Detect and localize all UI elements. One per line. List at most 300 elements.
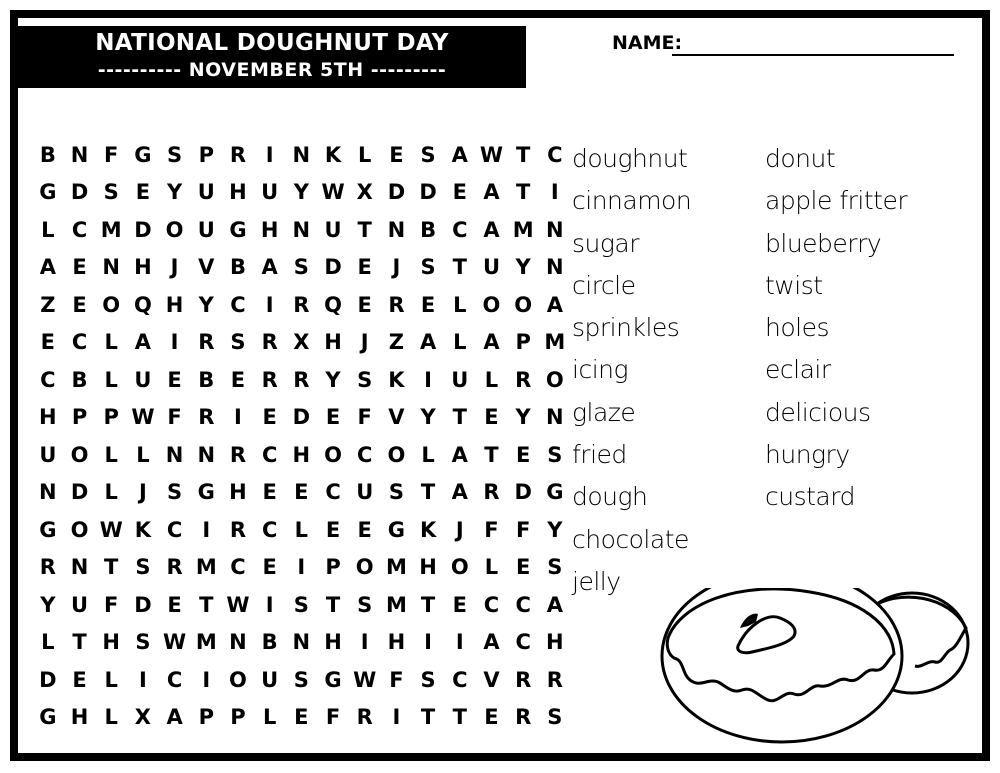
grid-letter: R (483, 480, 500, 505)
grid-letter: F (357, 405, 372, 430)
grid-letter: A (39, 255, 56, 280)
grid-letter: A (261, 255, 278, 280)
grid-letter: S (420, 255, 436, 280)
grid-letter: E (262, 480, 277, 505)
grid-letter: T (515, 180, 531, 205)
page-title: NATIONAL DOUGHNUT DAY (95, 30, 449, 56)
grid-letter: O (482, 292, 501, 317)
grid-row (32, 249, 571, 287)
grid-letter: F (104, 592, 119, 617)
grid-letter: R (229, 142, 247, 167)
grid-letter: L (294, 517, 309, 542)
grid-letter: L (484, 367, 499, 392)
grid-letter: E (357, 517, 372, 542)
grid-letter: Q (133, 292, 152, 317)
grid-letter: I (455, 630, 464, 655)
grid-letter: W (99, 517, 123, 542)
grid-letter: S (420, 142, 436, 167)
grid-letter: P (325, 555, 341, 580)
grid-letter: N (546, 405, 564, 430)
grid-letter: G (39, 180, 57, 205)
grid-letter: E (357, 255, 372, 280)
grid-letter: I (234, 405, 242, 430)
grid-letter: T (484, 442, 499, 467)
grid-letter: K (324, 142, 342, 167)
word-list-item: hungry (765, 440, 850, 470)
grid-letter: C (230, 292, 246, 317)
grid-letter: S (547, 442, 563, 467)
grid-letter: I (392, 705, 401, 730)
grid-letter: N (165, 442, 184, 467)
grid-letter: C (547, 142, 563, 167)
grid-letter: R (39, 555, 56, 580)
grid-letter: U (482, 255, 500, 280)
grid-letter: C (71, 330, 88, 355)
grid-letter: E (40, 330, 56, 355)
grid-letter: F (484, 517, 499, 542)
grid-row (32, 699, 571, 737)
grid-letter: M (195, 630, 217, 655)
grid-letter: E (389, 142, 404, 167)
grid-letter: D (419, 180, 437, 205)
grid-letter: A (483, 180, 500, 205)
grid-row (32, 211, 571, 249)
grid-letter: L (358, 142, 372, 167)
grid-letter: U (197, 217, 215, 242)
grid-row (32, 549, 571, 587)
grid-letter: U (324, 217, 342, 242)
grid-letter: L (453, 292, 467, 317)
grid-letter: C (166, 517, 183, 542)
word-list-item: glaze (572, 397, 636, 427)
grid-letter: H (102, 630, 120, 655)
grid-letter: R (166, 555, 183, 580)
grid-letter: N (387, 217, 406, 242)
grid-letter: W (479, 142, 504, 167)
grid-letter: H (165, 292, 184, 317)
grid-letter: D (324, 255, 342, 280)
grid-letter: F (325, 705, 341, 730)
grid-letter: N (70, 142, 89, 167)
grid-letter: H (260, 217, 279, 242)
grid-letter: D (39, 667, 57, 692)
grid-letter: M (195, 555, 217, 580)
grid-letter: H (39, 405, 57, 430)
grid-letter: S (420, 667, 436, 692)
grid-letter: T (72, 630, 87, 655)
grid-letter: T (515, 142, 531, 167)
grid-letter: E (294, 705, 309, 730)
grid-letter: G (197, 480, 215, 505)
grid-letter: F (389, 667, 404, 692)
grid-letter: E (230, 367, 246, 392)
grid-letter: E (357, 292, 372, 317)
word-list-item: holes (765, 313, 829, 343)
grid-letter: I (202, 517, 211, 542)
grid-letter: M (385, 555, 407, 580)
grid-letter: U (197, 180, 215, 205)
word-list-item: jelly (572, 566, 621, 596)
grid-letter: U (134, 367, 152, 392)
grid-letter: Z (40, 292, 56, 317)
grid-row (32, 399, 571, 437)
grid-letter: B (71, 367, 88, 392)
grid-letter: S (135, 630, 151, 655)
grid-letter: C (40, 367, 56, 392)
grid-letter: I (265, 292, 274, 317)
grid-letter: A (451, 480, 468, 505)
grid-letter: R (388, 292, 405, 317)
grid-letter: H (419, 555, 437, 580)
grid-letter: B (229, 255, 246, 280)
grid-letter: N (292, 217, 311, 242)
word-list-item: cinnamon (572, 186, 692, 216)
grid-letter: H (229, 480, 247, 505)
grid-letter: A (419, 330, 437, 355)
grid-letter: O (70, 442, 89, 467)
word-list-column-2 (765, 138, 907, 519)
grid-letter: T (199, 592, 214, 617)
grid-letter: N (546, 217, 564, 242)
grid-letter: D (70, 480, 89, 505)
grid-letter: O (355, 555, 374, 580)
grid-letter: I (265, 592, 274, 617)
grid-letter: T (357, 217, 372, 242)
grid-letter: E (515, 442, 531, 467)
grid-letter: R (229, 517, 247, 542)
grid-letter: S (135, 555, 151, 580)
grid-letter: I (297, 555, 306, 580)
grid-letter: V (198, 255, 215, 280)
grid-letter: T (104, 555, 119, 580)
grid-letter: O (514, 292, 533, 317)
grid-letter: Y (40, 592, 56, 617)
grid-letter: S (103, 180, 119, 205)
grid-letter: V (388, 405, 405, 430)
grid-letter: A (546, 292, 563, 317)
grid-letter: S (388, 480, 404, 505)
grid-row (32, 474, 571, 512)
grid-letter: R (261, 367, 278, 392)
grid-letter: U (261, 667, 279, 692)
name-field[interactable] (612, 30, 957, 58)
grid-letter: M (512, 217, 534, 242)
grid-letter: G (229, 217, 247, 242)
grid-letter: R (229, 442, 247, 467)
grid-row (32, 661, 571, 699)
grid-letter: I (424, 630, 432, 655)
grid-letter: X (134, 705, 151, 730)
grid-letter: D (134, 592, 152, 617)
grid-letter: H (324, 330, 342, 355)
grid-letter: L (421, 442, 435, 467)
grid-letter: R (198, 330, 215, 355)
grid-letter: E (72, 667, 87, 692)
grid-letter: L (41, 217, 55, 242)
grid-letter: E (72, 255, 87, 280)
grid-letter: R (293, 367, 310, 392)
grid-letter: U (261, 180, 279, 205)
grid-letter: G (546, 480, 564, 505)
grid-letter: L (453, 330, 467, 355)
grid-letter: T (420, 480, 436, 505)
grid-letter: I (424, 367, 432, 392)
grid-letter: J (138, 480, 147, 505)
grid-letter: P (198, 705, 214, 730)
grid-letter: H (387, 630, 406, 655)
grid-letter: R (198, 405, 215, 430)
grid-letter: E (262, 555, 277, 580)
grid-letter: A (451, 442, 468, 467)
word-list-item: fried (572, 440, 627, 470)
grid-letter: B (261, 630, 278, 655)
grid-letter: H (70, 705, 89, 730)
word-search-grid (32, 136, 571, 736)
word-list-item: chocolate (572, 524, 689, 554)
grid-letter: S (167, 142, 183, 167)
grid-letter: N (39, 480, 57, 505)
grid-row (32, 361, 571, 399)
grid-letter: D (292, 405, 311, 430)
grid-letter: H (229, 180, 247, 205)
word-list-item: sprinkles (572, 313, 680, 343)
grid-letter: Y (293, 180, 309, 205)
grid-letter: S (293, 592, 309, 617)
grid-letter: W (131, 405, 155, 430)
grid-letter: N (197, 442, 216, 467)
word-list-item: blueberry (765, 228, 882, 258)
grid-letter: L (104, 705, 118, 730)
grid-letter: N (229, 630, 247, 655)
grid-letter: C (515, 592, 531, 617)
grid-letter: E (72, 292, 87, 317)
grid-letter: X (356, 180, 373, 205)
grid-row (32, 436, 571, 474)
grid-letter: Y (420, 405, 436, 430)
word-list-item: eclair (765, 355, 831, 385)
grid-letter: Y (166, 180, 183, 205)
grid-letter: F (104, 142, 119, 167)
grid-letter: E (325, 517, 341, 542)
grid-letter: R (261, 330, 278, 355)
grid-letter: O (324, 442, 342, 467)
donut-icon (660, 588, 972, 748)
grid-letter: C (71, 217, 88, 242)
grid-letter: F (515, 517, 531, 542)
grid-letter: S (547, 705, 563, 730)
word-list-item: custard (765, 482, 855, 512)
grid-letter: R (515, 667, 532, 692)
grid-letter: E (262, 405, 277, 430)
grid-letter: L (262, 705, 277, 730)
grid-letter: Y (515, 405, 531, 430)
grid-letter: S (547, 555, 563, 580)
grid-row (32, 586, 571, 624)
grid-letter: X (293, 330, 310, 355)
grid-letter: H (134, 255, 152, 280)
grid-letter: W (321, 180, 345, 205)
grid-letter: U (71, 592, 89, 617)
grid-letter: E (294, 480, 309, 505)
grid-letter: T (420, 705, 436, 730)
grid-row (32, 511, 571, 549)
grid-letter: L (104, 667, 118, 692)
grid-letter: I (138, 667, 147, 692)
grid-letter: E (452, 592, 467, 617)
grid-letter: S (293, 667, 309, 692)
word-list-item: twist (765, 270, 823, 300)
word-list-item: doughnut (572, 144, 688, 173)
grid-letter: O (387, 442, 406, 467)
grid-letter: L (104, 367, 118, 392)
grid-letter: V (483, 667, 500, 692)
grid-letter: J (392, 255, 401, 280)
grid-letter: D (134, 217, 152, 242)
grid-letter: C (261, 517, 278, 542)
word-list-item: apple fritter (765, 186, 908, 216)
grid-letter: L (104, 330, 118, 355)
grid-letter: J (360, 330, 369, 355)
grid-letter: S (357, 592, 373, 617)
grid-letter: T (452, 405, 467, 430)
grid-letter: N (292, 630, 311, 655)
grid-letter: C (483, 592, 500, 617)
grid-letter: D (70, 180, 89, 205)
grid-letter: C (325, 480, 341, 505)
page-subtitle: ---------- NOVEMBER 5TH --------- (97, 59, 447, 81)
grid-letter: P (515, 330, 531, 355)
grid-letter: L (484, 555, 499, 580)
grid-letter: C (230, 555, 246, 580)
grid-letter: P (230, 705, 246, 730)
grid-letter: J (455, 517, 464, 542)
grid-letter: E (135, 180, 151, 205)
grid-letter: C (515, 630, 531, 655)
grid-letter: L (41, 630, 55, 655)
grid-letter: J (170, 255, 179, 280)
grid-letter: I (360, 630, 369, 655)
name-label: NAME: (612, 32, 683, 54)
grid-letter: I (550, 180, 559, 205)
grid-letter: Y (325, 367, 341, 392)
word-list-item: circle (572, 270, 636, 300)
grid-letter: R (515, 367, 532, 392)
grid-row (32, 286, 571, 324)
word-list-item: donut (765, 144, 836, 173)
grid-letter: C (452, 217, 468, 242)
grid-letter: N (102, 255, 120, 280)
grid-letter: Y (515, 255, 531, 280)
grid-row (32, 324, 571, 362)
grid-letter: E (452, 180, 467, 205)
grid-letter: I (170, 330, 179, 355)
grid-letter: T (452, 705, 467, 730)
grid-letter: R (546, 667, 563, 692)
grid-letter: M (544, 330, 566, 355)
grid-letter: K (134, 517, 152, 542)
grid-letter: B (420, 217, 437, 242)
grid-row (32, 136, 571, 174)
grid-letter: O (450, 555, 469, 580)
grid-row (32, 174, 571, 212)
grid-letter: S (357, 367, 373, 392)
word-list-item: icing (572, 355, 628, 385)
grid-letter: B (198, 367, 215, 392)
grid-letter: P (71, 405, 88, 430)
grid-letter: N (292, 142, 311, 167)
grid-letter: O (545, 367, 564, 392)
grid-letter: S (293, 255, 309, 280)
grid-letter: R (356, 705, 373, 730)
grid-letter: N (546, 255, 564, 280)
grid-letter: U (451, 367, 469, 392)
grid-letter: E (484, 405, 499, 430)
grid-letter: I (202, 667, 211, 692)
word-list-item: sugar (572, 228, 639, 258)
grid-letter: T (420, 592, 436, 617)
grid-letter: D (514, 480, 532, 505)
grid-letter: T (325, 592, 341, 617)
grid-letter: Y (547, 517, 563, 542)
grid-letter: G (324, 667, 342, 692)
grid-letter: O (70, 517, 89, 542)
grid-letter: L (136, 442, 150, 467)
word-list-column-1 (572, 138, 691, 603)
grid-letter: W (163, 630, 187, 655)
grid-letter: H (324, 630, 342, 655)
name-line[interactable] (672, 54, 954, 56)
title-banner (18, 26, 526, 88)
grid-letter: A (166, 705, 183, 730)
grid-letter: C (261, 442, 278, 467)
grid-letter: H (292, 442, 311, 467)
grid-letter: T (452, 255, 467, 280)
grid-letter: U (356, 480, 374, 505)
grid-letter: E (167, 367, 182, 392)
grid-letter: G (387, 517, 406, 542)
grid-letter: A (483, 217, 500, 242)
grid-letter: M (385, 592, 407, 617)
grid-letter: O (165, 217, 184, 242)
grid-letter: C (166, 667, 183, 692)
grid-letter: A (134, 330, 152, 355)
grid-letter: C (452, 667, 468, 692)
grid-letter: P (198, 142, 214, 167)
grid-letter: G (39, 517, 57, 542)
grid-letter: O (102, 292, 121, 317)
grid-letter: A (483, 630, 500, 655)
grid-row (32, 624, 571, 662)
grid-letter: Y (198, 292, 214, 317)
grid-letter: L (104, 480, 118, 505)
grid-letter: Z (388, 330, 405, 355)
grid-letter: C (357, 442, 373, 467)
grid-letter: W (226, 592, 250, 617)
grid-letter: E (325, 405, 341, 430)
grid-letter: M (100, 217, 122, 242)
word-list-item: delicious (765, 397, 871, 427)
grid-letter: K (419, 517, 437, 542)
grid-letter: O (229, 667, 247, 692)
grid-letter: E (420, 292, 436, 317)
grid-letter: E (515, 555, 531, 580)
grid-letter: R (293, 292, 310, 317)
word-list-item: dough (572, 482, 648, 512)
grid-letter: L (104, 442, 118, 467)
grid-letter: K (388, 367, 405, 392)
grid-letter: D (387, 180, 406, 205)
grid-letter: A (483, 330, 500, 355)
